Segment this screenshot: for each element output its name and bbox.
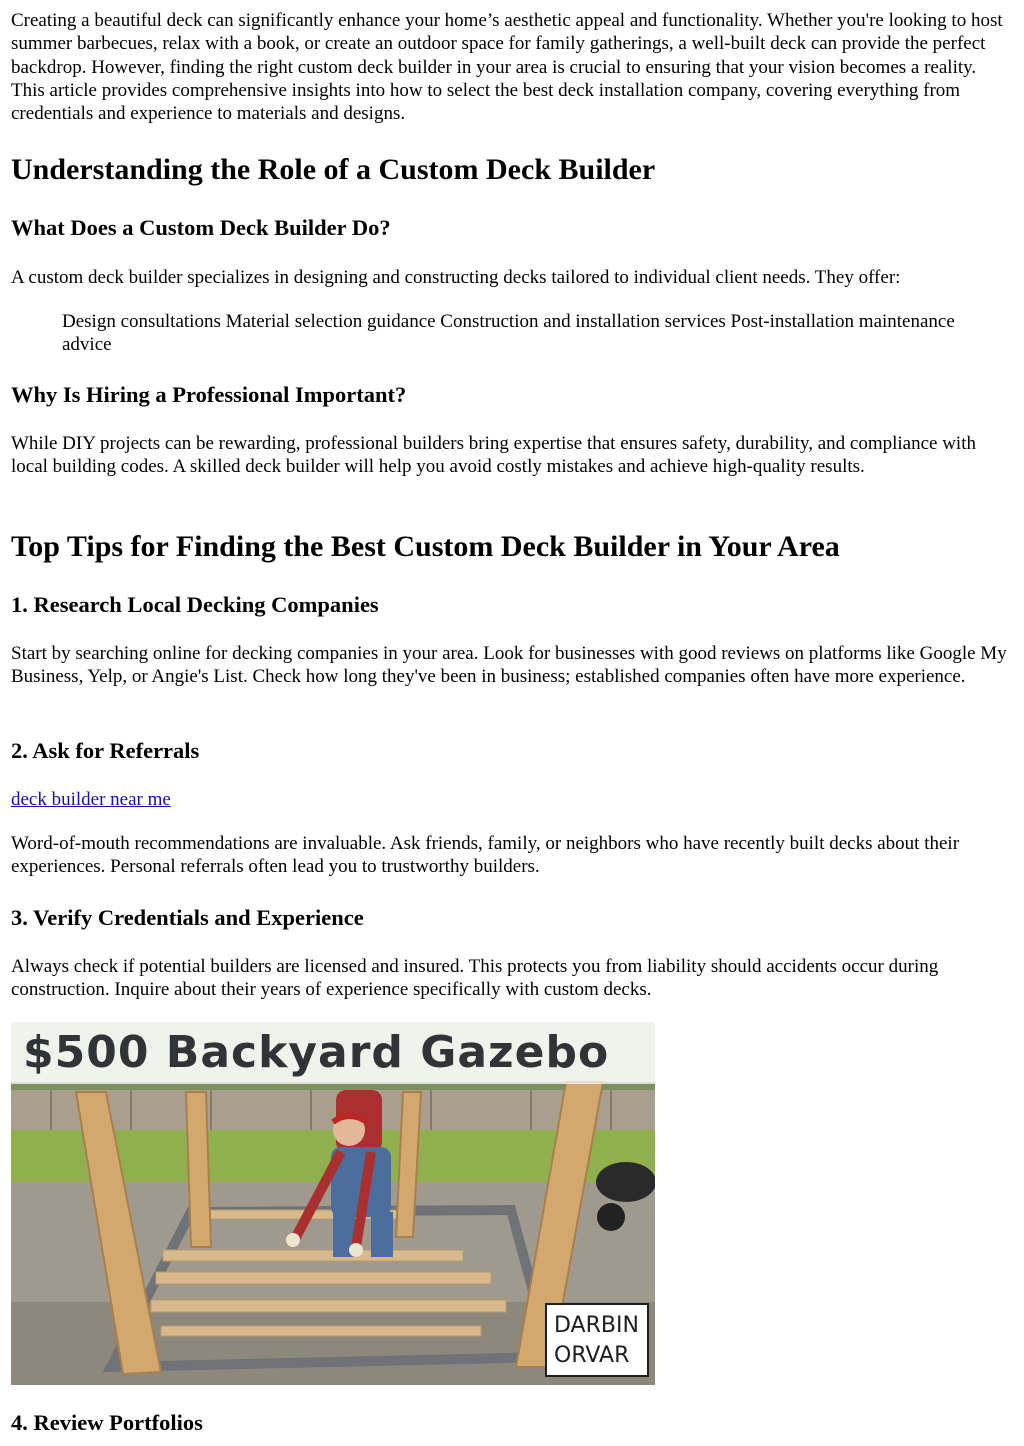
paragraph-what-does: A custom deck builder specializes in designing and constructing decks tailored to individual client needs. They offer: <box>11 267 901 288</box>
deck-builder-near-me-link[interactable]: deck builder near me <box>11 789 171 810</box>
photo-title-overlay: $500 Backyard Gazebo <box>11 1022 655 1084</box>
services-list: Design consultations Material selection guidance Construction and installation services Post-installation maintenance advice <box>62 311 955 356</box>
paragraph-tip-credentials: Always check if potential builders are licensed and insured. This protects you from liability should accidents occur during construction. Inquire about their years of experience specifically with custom decks. <box>11 956 939 1001</box>
section-heading-role: Understanding the Role of a Custom Deck Builder <box>11 153 656 186</box>
paragraph-tip-referrals: Word-of-mouth recommendations are invaluable. Ask friends, family, or neighbors who have recently built decks about their experiences. Personal referrals often lead you to trustworthy builders. <box>11 833 960 878</box>
subheading-tip-portfolios: 4. Review Portfolios <box>11 1410 203 1435</box>
paragraph-why-hire: While DIY projects can be rewarding, professional builders bring expertise that ensures safety, durability, and compliance with local building codes. A skilled deck builder will help you avoid costly mistakes and achieve high-quality results. <box>11 433 976 478</box>
intro-paragraph: Creating a beautiful deck can significantly enhance your home’s aesthetic appeal and functionality. Whether you're looking to host summer barbecues, relax with a book, or create an outdoor space for family gatherings, a well-built deck can provide the perfect backdrop. However, finding the right custom deck builder in your area is crucial to ensuring that your vision becomes a reality. This article provides comprehensive insights into how to select the best deck installation company, covering everything from credentials and experience to materials and designs. <box>11 10 1003 125</box>
watermark-line-2: ORVAR <box>554 1343 630 1368</box>
subheading-tip-research: 1. Research Local Decking Companies <box>11 592 379 617</box>
subheading-tip-referrals: 2. Ask for Referrals <box>11 738 200 763</box>
subheading-what-does: What Does a Custom Deck Builder Do? <box>11 215 391 240</box>
subheading-why-hire: Why Is Hiring a Professional Important? <box>11 382 407 407</box>
gazebo-photo <box>11 1022 655 1385</box>
section-heading-tips: Top Tips for Finding the Best Custom Deck Builder in Your Area <box>11 530 840 563</box>
subheading-tip-credentials: 3. Verify Credentials and Experience <box>11 905 364 930</box>
watermark-line-1: DARBIN <box>554 1313 639 1338</box>
paragraph-tip-research: Start by searching online for decking companies in your area. Look for businesses with good reviews on platforms like Google My Business, Yelp, or Angie's List. Check how long they've been in business; established companies often have more experience. <box>11 643 1007 688</box>
darbin-orvar-watermark <box>545 1303 649 1377</box>
